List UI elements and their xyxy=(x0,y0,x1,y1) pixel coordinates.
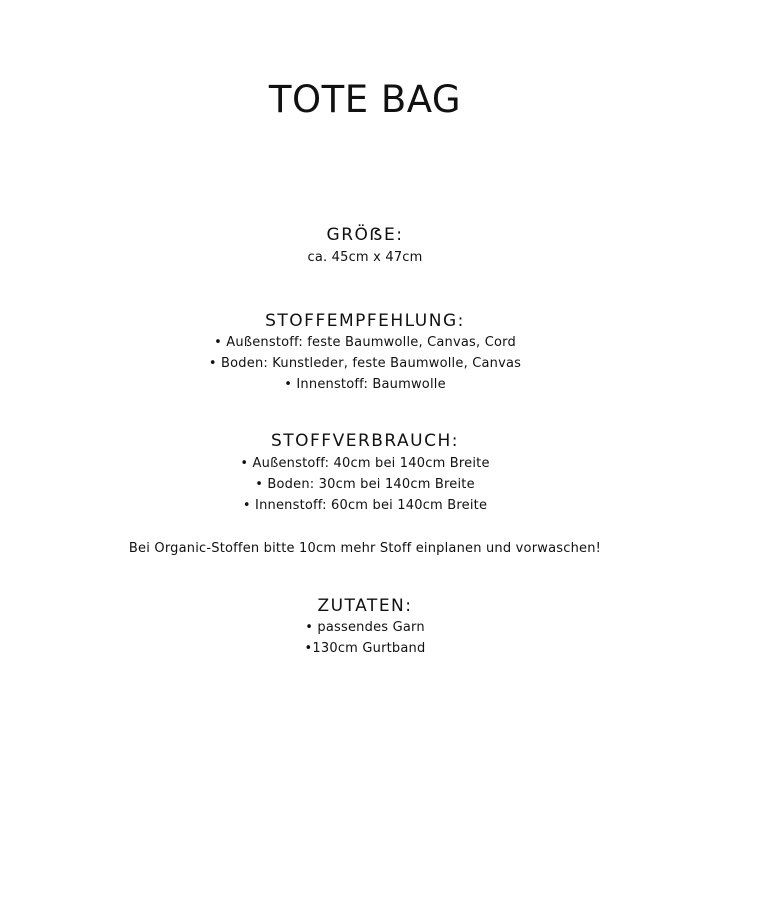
fabric-usage-item-outer: • Außenstoff: 40cm bei 140cm Breite xyxy=(240,456,490,471)
fabric-usage-item-lining: • Innenstoff: 60cm bei 140cm Breite xyxy=(242,498,488,513)
supplies-heading: ZUTATEN: xyxy=(317,596,413,616)
fabric-recommendation-item-outer: • Außenstoff: feste Baumwolle, Canvas, Cord xyxy=(214,335,516,350)
fabric-recommendation-item-bottom: • Boden: Kunstleder, feste Baumwolle, Canvas xyxy=(208,356,522,371)
supplies-item-webbing: •130cm Gurtband xyxy=(304,641,426,656)
fabric-usage-heading: STOFFVERBRAUCH: xyxy=(270,431,460,451)
supplies-item-thread: • passendes Garn xyxy=(305,620,425,635)
fabric-recommendation-heading: STOFFEMPFEHLUNG: xyxy=(265,311,465,331)
fabric-usage-item-bottom: • Boden: 30cm bei 140cm Breite xyxy=(255,477,475,492)
fabric-recommendation-item-lining: • Innenstoff: Baumwolle xyxy=(284,377,446,392)
size-value: ca. 45cm x 47cm xyxy=(307,250,423,265)
page-title: TOTE BAG xyxy=(268,78,462,121)
organic-fabric-note: Bei Organic-Stoffen bitte 10cm mehr Stoff einplanen und vorwaschen! xyxy=(128,541,602,556)
size-heading: GRÖẞE: xyxy=(326,225,404,245)
